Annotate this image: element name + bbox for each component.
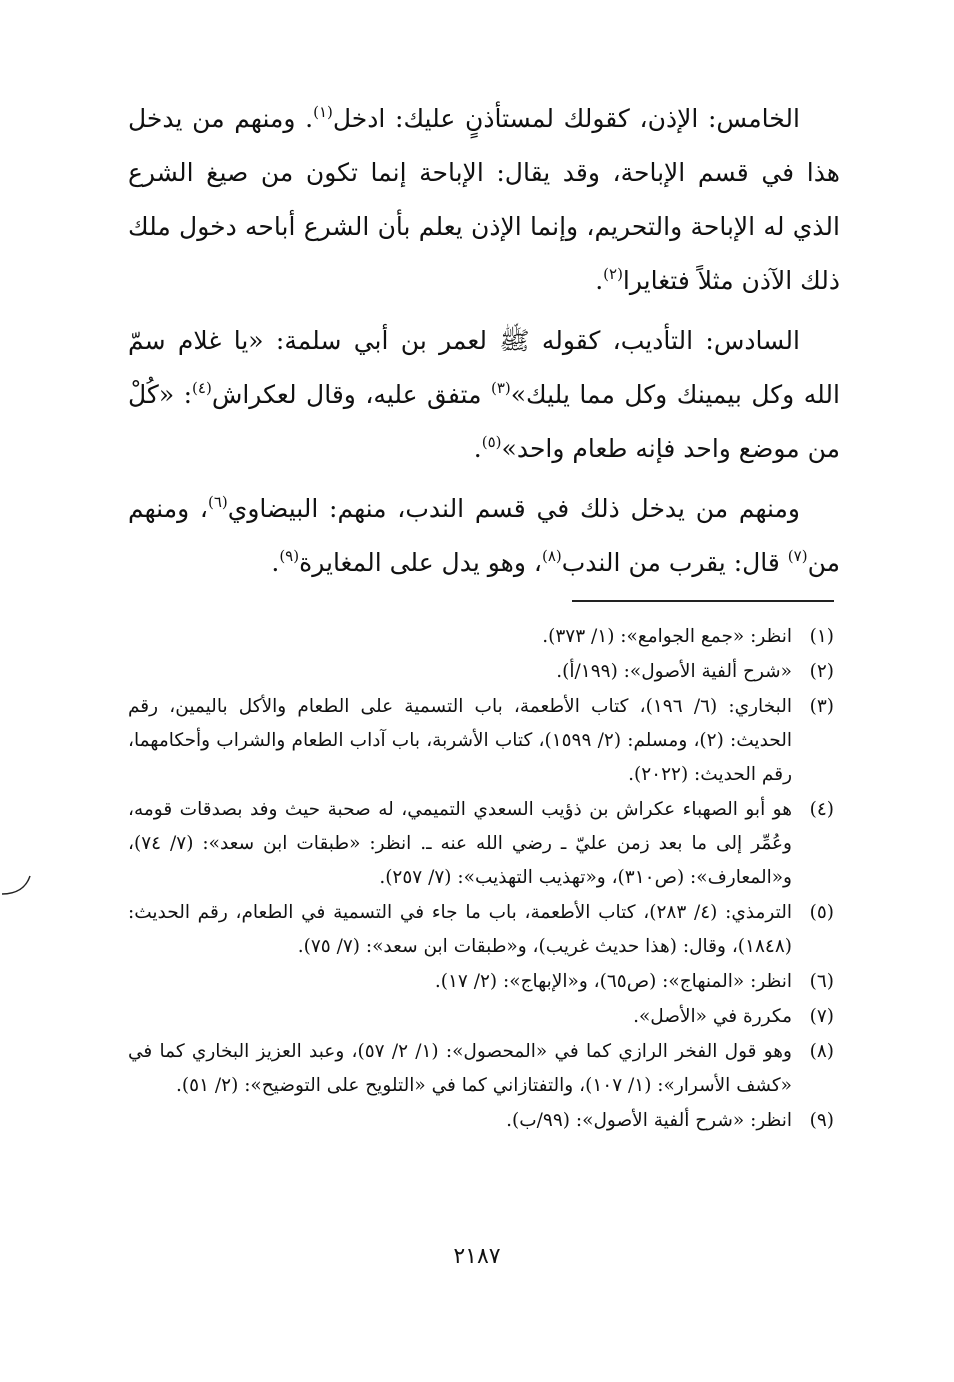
footnote-number: (١) bbox=[809, 626, 834, 647]
text-run: . bbox=[271, 548, 280, 577]
text-run: ، ومنهم من bbox=[128, 494, 840, 577]
text-run: قال: يقرب من الندب bbox=[561, 548, 788, 577]
paragraph-3 bbox=[128, 482, 840, 590]
paragraph-2 bbox=[128, 314, 840, 476]
footnote-text: هو أبو الصهباء عكراش بن ذؤيب السعدي التميمي، له صحبة حيث وفد بصدقات قومه، وعُمِّر إلى ما بعد زمن عليّ ـ رضي الله عنه ـ. انظر: «طبقات ابن سعد»: (٧/ ٧٤)، و«المعارف»: (ص٣١٠)، و«تهذيب التهذيب»: (٧/ ٢٥٧). bbox=[128, 799, 792, 888]
footnote-ref-8[interactable]: (٨) bbox=[541, 547, 562, 565]
footnote-separator bbox=[572, 600, 834, 602]
footnote-number: (٥) bbox=[809, 902, 834, 923]
page-number: ٢١٨٧ bbox=[453, 1244, 501, 1269]
footnote bbox=[128, 690, 840, 792]
footnote bbox=[128, 1104, 840, 1138]
paragraph-1 bbox=[128, 92, 840, 308]
footnote-number: (٩) bbox=[809, 1110, 834, 1131]
text-run: . bbox=[473, 434, 482, 463]
footnote-text: البخاري: (٦/ ١٩٦)، كتاب الأطعمة، باب التسمية على الطعام والأكل باليمين، رقم الحديث: (٢)، ومسلم: (٢/ ١٥٩٩)، كتاب الأشربة، باب آداب الطعام والشراب وأحكامهما، رقم الحديث: (٢٠٢٢). bbox=[128, 696, 792, 785]
footnote bbox=[128, 655, 840, 689]
footnote-text: «شرح ألفية الأصول»: (١٩٩/أ). bbox=[556, 661, 792, 682]
footnote-text: انظر: «المنهاج»: (ص٦٥)، و«الإبهاج»: (٢/ ١٧). bbox=[434, 971, 792, 992]
footnote bbox=[128, 620, 840, 654]
footnote-number: (٦) bbox=[809, 971, 834, 992]
footnote-number: (٢) bbox=[809, 661, 834, 682]
footnote bbox=[128, 896, 840, 964]
text-run: ، وهو يدل على المغايرة bbox=[299, 548, 542, 577]
footnote-text: وهو قول الفخر الرازي كما في «المحصول»: (١/ ٢/ ٥٧)، وعبد العزيز البخاري كما في «كشف الأسرار»: (١/ ١٠٧)، والتفتازاني كما في «التلويح على التوضيح»: (٢/ ٥١). bbox=[128, 1041, 792, 1096]
margin-bracket-mark bbox=[0, 860, 40, 900]
footnote-text: الترمذي: (٤/ ٢٨٣)، كتاب الأطعمة، باب ما جاء في التسمية في الطعام، رقم الحديث: (١٨٤٨)، وقال: (هذا حديث غريب)، و«طبقات ابن سعد»: (٧/ ٧٥). bbox=[128, 902, 792, 957]
text-run: . ومنهم من يدخل هذا في قسم الإباحة، وقد يقال: الإباحة إنما تكون من صيغ الشرع الذي له الإباحة والتحريم، وإنما الإذن يعلم بأن الشرع أباحه دخول ملك ذلك الآذن مثلاً فتغايرا bbox=[128, 104, 840, 295]
footnote-number: (٣) bbox=[809, 696, 834, 717]
text-run: . bbox=[595, 266, 604, 295]
text-run: الخامس: الإذن، كقولك لمستأذنٍ عليك: ادخل bbox=[332, 104, 800, 133]
footnote-text: انظر: «جمع الجوامع»: (١/ ٣٧٣). bbox=[542, 626, 792, 647]
text-run: ومنهم من يدخل ذلك في قسم الندب، منهم: البيضاوي bbox=[227, 494, 801, 523]
footnote-number: (٧) bbox=[809, 1006, 834, 1027]
footnotes bbox=[128, 620, 840, 1139]
footnote-text: مكررة في «الأصل». bbox=[633, 1006, 792, 1027]
text-run: السادس: التأديب، كقوله ﷺ لعمر بن أبي سلمة: «يا غلام سمّ الله وكل بيمينك وكل مما يليك» bbox=[128, 326, 840, 409]
footnote bbox=[128, 1035, 840, 1103]
main-text bbox=[128, 92, 840, 596]
footnote-ref-4[interactable]: (٤) bbox=[192, 379, 212, 397]
footnote-number: (٤) bbox=[809, 799, 834, 820]
text-run: متفق عليه، وقال لعكراش bbox=[211, 380, 491, 409]
footnote-number: (٨) bbox=[809, 1041, 834, 1062]
footnote-ref-5[interactable]: (٥) bbox=[481, 433, 502, 451]
text-run: : «كُلْ من موضع واحد فإنه طعام واحد» bbox=[128, 380, 840, 463]
footnote-ref-7[interactable]: (٧) bbox=[787, 547, 808, 565]
footnote bbox=[128, 965, 840, 999]
footnote-ref-9[interactable]: (٩) bbox=[279, 547, 300, 565]
footnote bbox=[128, 793, 840, 895]
footnote-ref-6[interactable]: (٦) bbox=[207, 493, 228, 511]
footnote bbox=[128, 1000, 840, 1034]
footnote-ref-3[interactable]: (٣) bbox=[490, 379, 511, 397]
footnote-text: انظر: «شرح ألفية الأصول»: (٩٩/ب). bbox=[506, 1110, 792, 1131]
footnote-ref-2[interactable]: (٢) bbox=[603, 265, 623, 283]
footnote-ref-1[interactable]: (١) bbox=[313, 103, 333, 121]
